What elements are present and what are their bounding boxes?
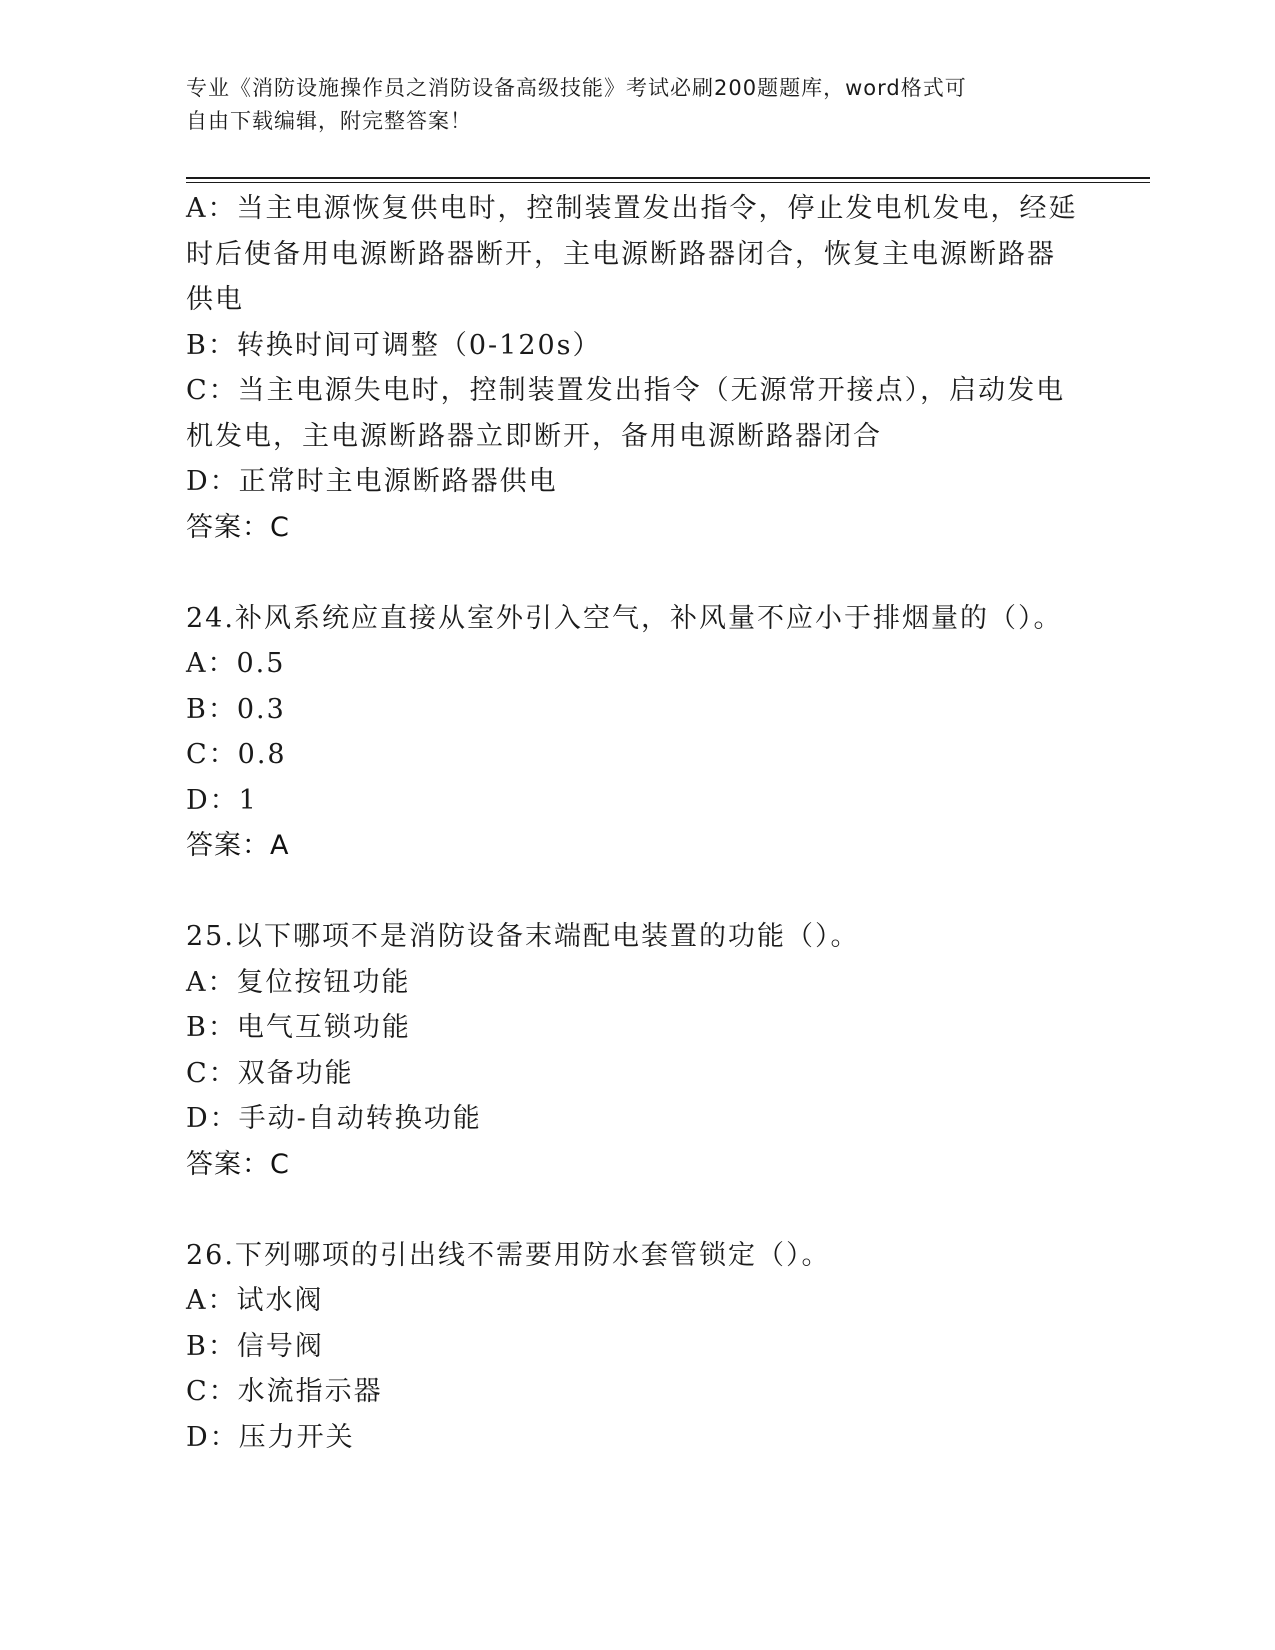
spacer [186, 1187, 1086, 1233]
option-c-line-2: 机发电，主电源断路器立即断开，备用电源断路器闭合 [186, 420, 882, 452]
option-c: C：0.8 [186, 739, 287, 770]
header-title-line-2: 自由下载编辑，附完整答案！ [186, 109, 472, 133]
option-b: B：电气互锁功能 [186, 1012, 411, 1043]
header-rule-thin [186, 182, 1150, 183]
question-23-block [186, 186, 1086, 550]
question-list [186, 186, 1086, 1460]
answer: 答案：A [186, 830, 290, 861]
document-header [186, 72, 1066, 138]
option-d: D：正常时主电源断路器供电 [186, 466, 558, 497]
header-rule-thick [186, 177, 1150, 179]
option-a-line-3: 供电 [186, 284, 244, 315]
option-c-line-1: C：当主电源失电时，控制装置发出指令（无源常开接点），启动发电 [186, 375, 1066, 406]
question-25-block [186, 914, 1086, 1187]
option-d: D：手动-自动转换功能 [186, 1103, 482, 1134]
question-26-block [186, 1233, 1086, 1461]
option-b: B：转换时间可调整（0-120s） [186, 329, 602, 361]
option-a-line-1: A：当主电源恢复供电时，控制装置发出指令，停止发电机发电，经延 [186, 193, 1078, 224]
question-text: 24.补风系统应直接从室外引入空气，补风量不应小于排烟量的（）。 [186, 602, 1063, 634]
option-a: A：0.5 [186, 648, 286, 679]
option-a: A：复位按钮功能 [186, 966, 411, 998]
option-c: C：水流指示器 [186, 1376, 383, 1407]
question-24-block [186, 596, 1086, 869]
header-title-line-1: 专业《消防设施操作员之消防设备高级技能》考试必刷200题题库，word格式可 [186, 76, 967, 100]
option-a-line-2: 时后使备用电源断路器断开，主电源断路器闭合，恢复主电源断路器 [186, 238, 1056, 270]
spacer [186, 869, 1086, 915]
question-text: 26.下列哪项的引出线不需要用防水套管锁定（）。 [186, 1239, 831, 1271]
answer: 答案：C [186, 1148, 290, 1180]
option-a: A：试水阀 [186, 1285, 324, 1316]
answer: 答案：C [186, 511, 290, 543]
option-d: D：压力开关 [186, 1421, 355, 1453]
option-b: B：信号阀 [186, 1330, 324, 1362]
question-text: 25.以下哪项不是消防设备末端配电装置的功能（）。 [186, 921, 860, 952]
option-b: B：0.3 [186, 693, 286, 725]
option-d: D：1 [186, 784, 258, 816]
spacer [186, 550, 1086, 596]
option-c: C：双备功能 [186, 1057, 354, 1089]
